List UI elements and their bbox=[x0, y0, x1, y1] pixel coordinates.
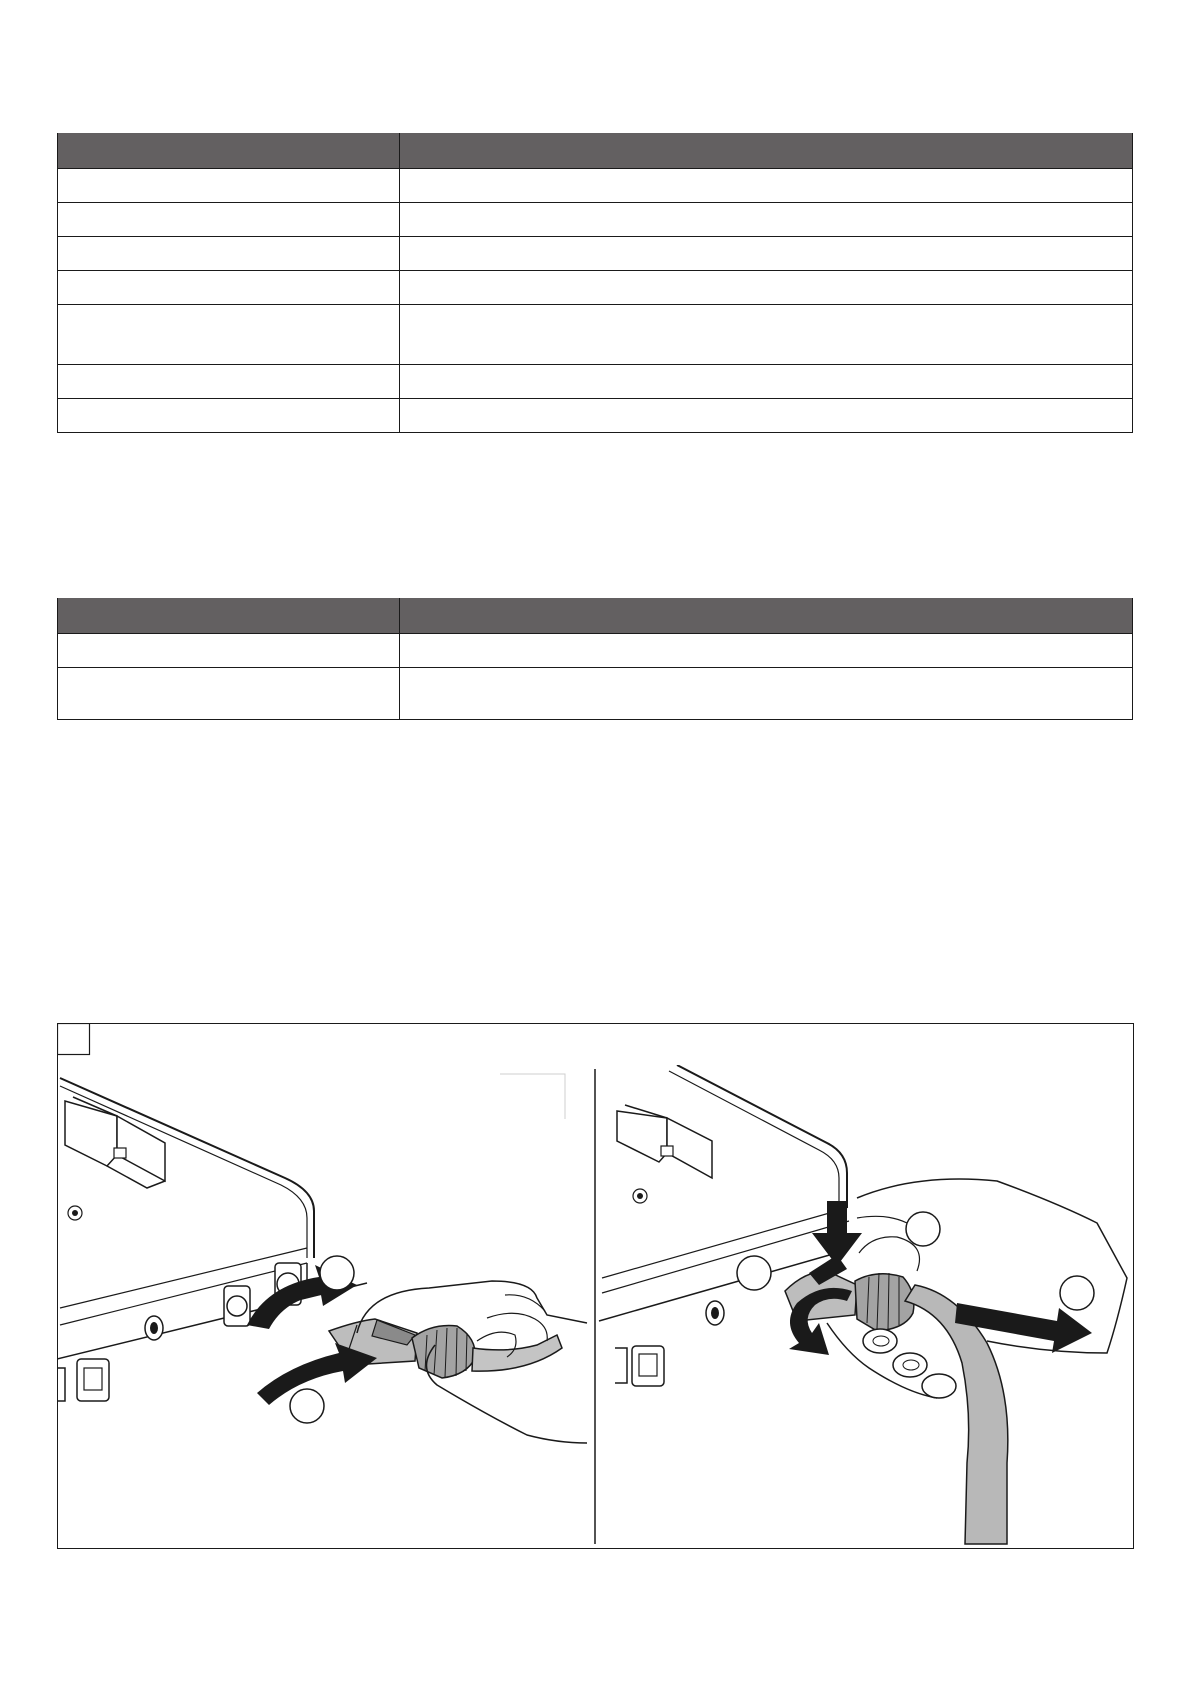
table-header-row bbox=[58, 598, 1133, 634]
table-row bbox=[58, 203, 1133, 237]
spec-table-1 bbox=[57, 133, 1133, 433]
table-cell bbox=[58, 271, 400, 305]
table-row bbox=[58, 305, 1133, 365]
table-cell bbox=[58, 668, 400, 720]
table-row bbox=[58, 365, 1133, 399]
spec-table-2 bbox=[57, 598, 1133, 720]
table-cell bbox=[400, 271, 1133, 305]
callout-circle bbox=[320, 1256, 354, 1290]
table-header-cell bbox=[400, 133, 1133, 169]
table-cell bbox=[58, 399, 400, 433]
table-cell bbox=[58, 365, 400, 399]
table-cell bbox=[58, 237, 400, 271]
table-row bbox=[58, 169, 1133, 203]
table-cell bbox=[58, 169, 400, 203]
table-header-cell bbox=[58, 598, 400, 634]
table-cell bbox=[58, 305, 400, 365]
table-row bbox=[58, 271, 1133, 305]
table-cell bbox=[400, 668, 1133, 720]
table-row bbox=[58, 668, 1133, 720]
table-cell bbox=[400, 169, 1133, 203]
connector-installation-figure bbox=[57, 1023, 1134, 1549]
table-cell bbox=[400, 305, 1133, 365]
callout-circle bbox=[737, 1256, 771, 1290]
table-cell bbox=[58, 634, 400, 668]
callout-circle bbox=[1060, 1276, 1094, 1310]
table-header-row bbox=[58, 133, 1133, 169]
table-cell bbox=[400, 634, 1133, 668]
table-header-cell bbox=[400, 598, 1133, 634]
table-header-cell bbox=[58, 133, 400, 169]
callout-circle bbox=[290, 1389, 324, 1423]
table-cell bbox=[400, 365, 1133, 399]
table-cell bbox=[400, 237, 1133, 271]
table-cell bbox=[400, 399, 1133, 433]
table-row bbox=[58, 237, 1133, 271]
table-cell bbox=[58, 203, 400, 237]
figure-label-box bbox=[58, 1024, 90, 1055]
callout-circle bbox=[906, 1212, 940, 1246]
table-row bbox=[58, 399, 1133, 433]
table-cell bbox=[400, 203, 1133, 237]
table-row bbox=[58, 634, 1133, 668]
